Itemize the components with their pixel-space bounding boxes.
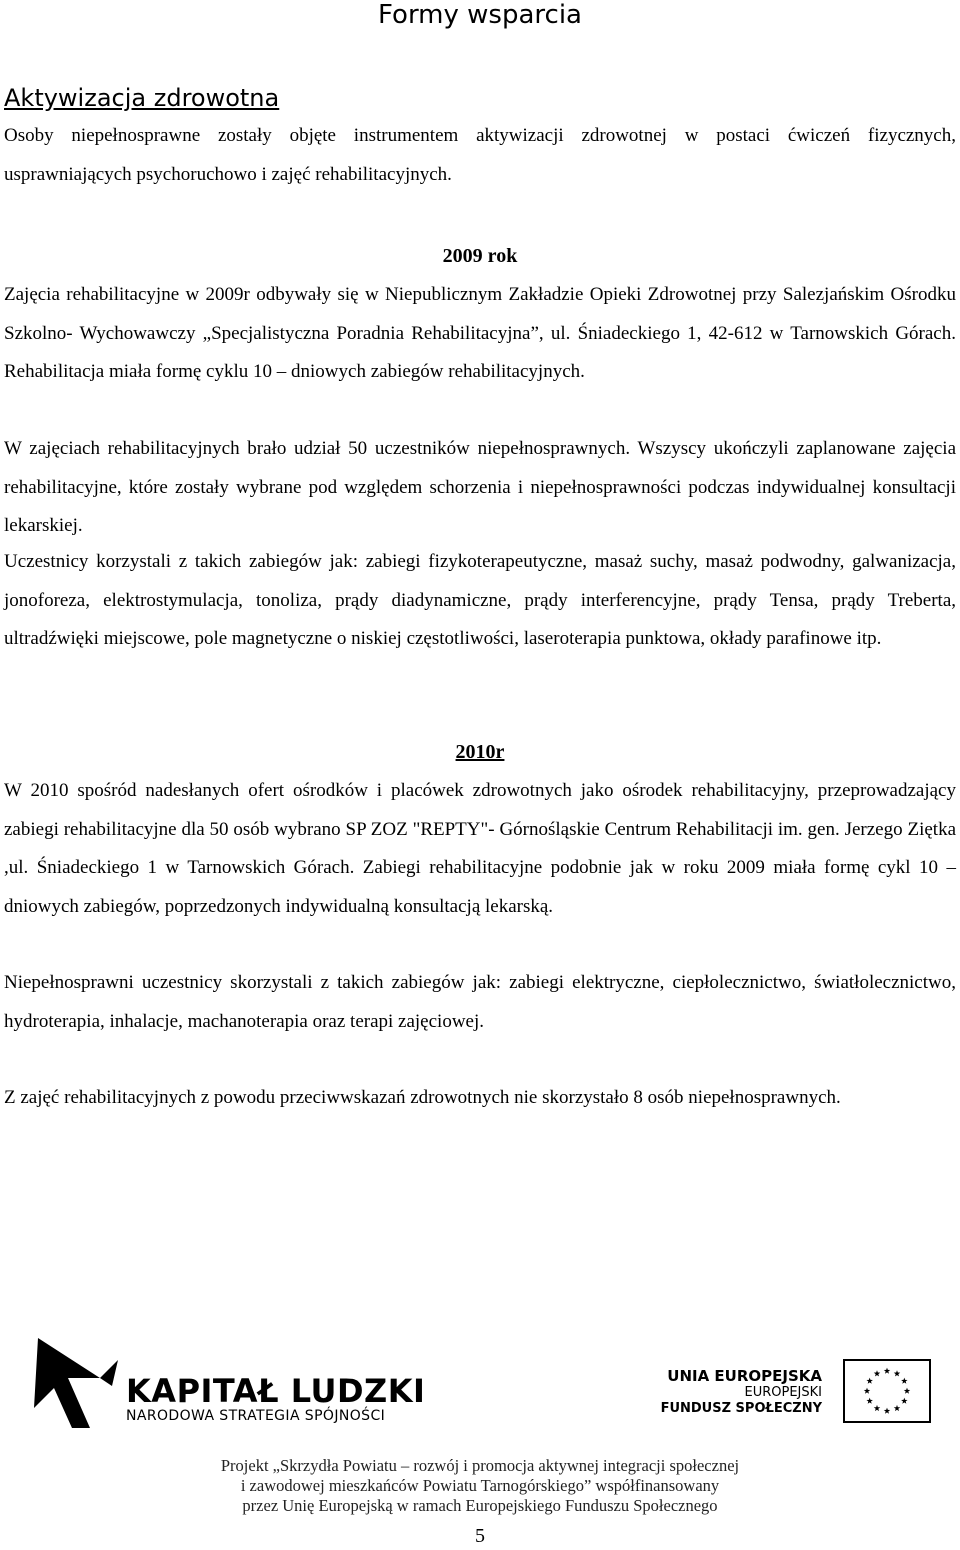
paragraph-2009-treatments: Uczestnicy korzystali z takich zabiegów jak: zabiegi fizykoterapeutyczne, masaż suchy, masaż podwodny, galwanizacja, jonoforeza, elektrostymulacja, tonoliza, prądy diadynamiczne, prądy interferencyjne, prądy Tensa, prądy Treberta, ultradźwięki miejscowe, pole magnetyczne o niskiej częstotliwości, laseroterapia punktowa, okłady parafinowe itp. (4, 551, 956, 649)
paragraph-2010-venue: W 2010 spośród nadesłanych ofert ośrodków i placówek zdrowotnych jako ośrodek rehabilitacyjny, przeprowadzający zabiegi rehabilitacyjne dla 50 osób wybrano SP ZOZ "REPTY"- Górnośląskie Centrum Rehabilitacji im. gen. Jerzego Ziętka ,ul. Śniadeckiego 1 w Tarnowskich Górach. Zabiegi rehabilitacyjne podobnie jak w roku 2009 miała formę cykl 10 – dniowych zabiegów, poprzedzonych indywidualną konsultacją lekarską. (4, 780, 956, 917)
project-note-line-3: przez Unię Europejską w ramach Europejskiego Funduszu Społecznego (242, 1496, 718, 1515)
project-note-line-2: i zawodowej mieszkańców Powiatu Tarnogórskiego” współfinansowany (240, 1476, 720, 1495)
paragraph-2009-venue: Zajęcia rehabilitacyjne w 2009r odbywały się w Niepublicznym Zakładzie Opieki Zdrowotnej przy Salezjańskim Ośrodku Szkolno- Wychowawczy „Specjalistyczna Poradnia Rehabilitacyjna”, ul. Śniadeckiego 1, 42-612 w Tarnowskich Górach. Rehabilitacja miała formę cyklu 10 – dniowych zabiegów rehabilitacyjnych. (4, 284, 956, 382)
heading-2009: 2009 rok (442, 245, 518, 267)
paragraph-2009-participants: W zajęciach rehabilitacyjnych brało udział 50 uczestników niepełnosprawnych. Wszyscy ukończyli zaplanowane zajęcia rehabilitacyjne, które zostały wybrane pod względem schorzenia i niepełnosprawności podczas indywidualnej konsultacji lekarskiej. (4, 438, 956, 536)
project-note-line-1: Projekt „Skrzydła Powiatu – rozwój i promocja aktywnej integracji społecznej (220, 1456, 740, 1475)
intro-paragraph: Osoby niepełnosprawne zostały objęte instrumentem aktywizacji zdrowotnej w postaci ćwiczeń fizycznych, usprawniających psychoruchowo i zajęć rehabilitacyjnych. (4, 125, 956, 185)
paragraph-2010-excluded: Z zajęć rehabilitacyjnych z powodu przeciwwskazań zdrowotnych nie skorzystało 8 osób niepełnosprawnych. (4, 1087, 841, 1108)
eu-flag-icon (843, 1359, 931, 1423)
eu-line-european: EUROPEJSKI (744, 1385, 822, 1400)
page-title: Formy wsparcia (378, 0, 582, 30)
eu-line-union: UNIA EUROPEJSKA (667, 1367, 822, 1385)
project-funding-note (0, 1456, 960, 1516)
paragraph-2010-treatments: Niepełnosprawni uczestnicy skorzystali z takich zabiegów jak: zabiegi elektryczne, ciepłolecznictwo, światłolecznictwo, hydroterapia, inhalacje, machanoterapia oraz terapi zajęciowej. (4, 972, 956, 1032)
kapital-ludzki-subtitle: NARODOWA STRATEGIA SPÓJNOŚCI (126, 1408, 386, 1424)
page-number: 5 (475, 1525, 485, 1547)
heading-2010: 2010r (455, 741, 505, 763)
eu-fund-label (661, 1368, 822, 1417)
section-heading: Aktywizacja zdrowotna (4, 84, 280, 112)
kapital-ludzki-logo-text: KAPITAŁ LUDZKI (126, 1372, 426, 1410)
eu-line-social-fund: FUNDUSZ SPOŁECZNY (660, 1401, 822, 1416)
